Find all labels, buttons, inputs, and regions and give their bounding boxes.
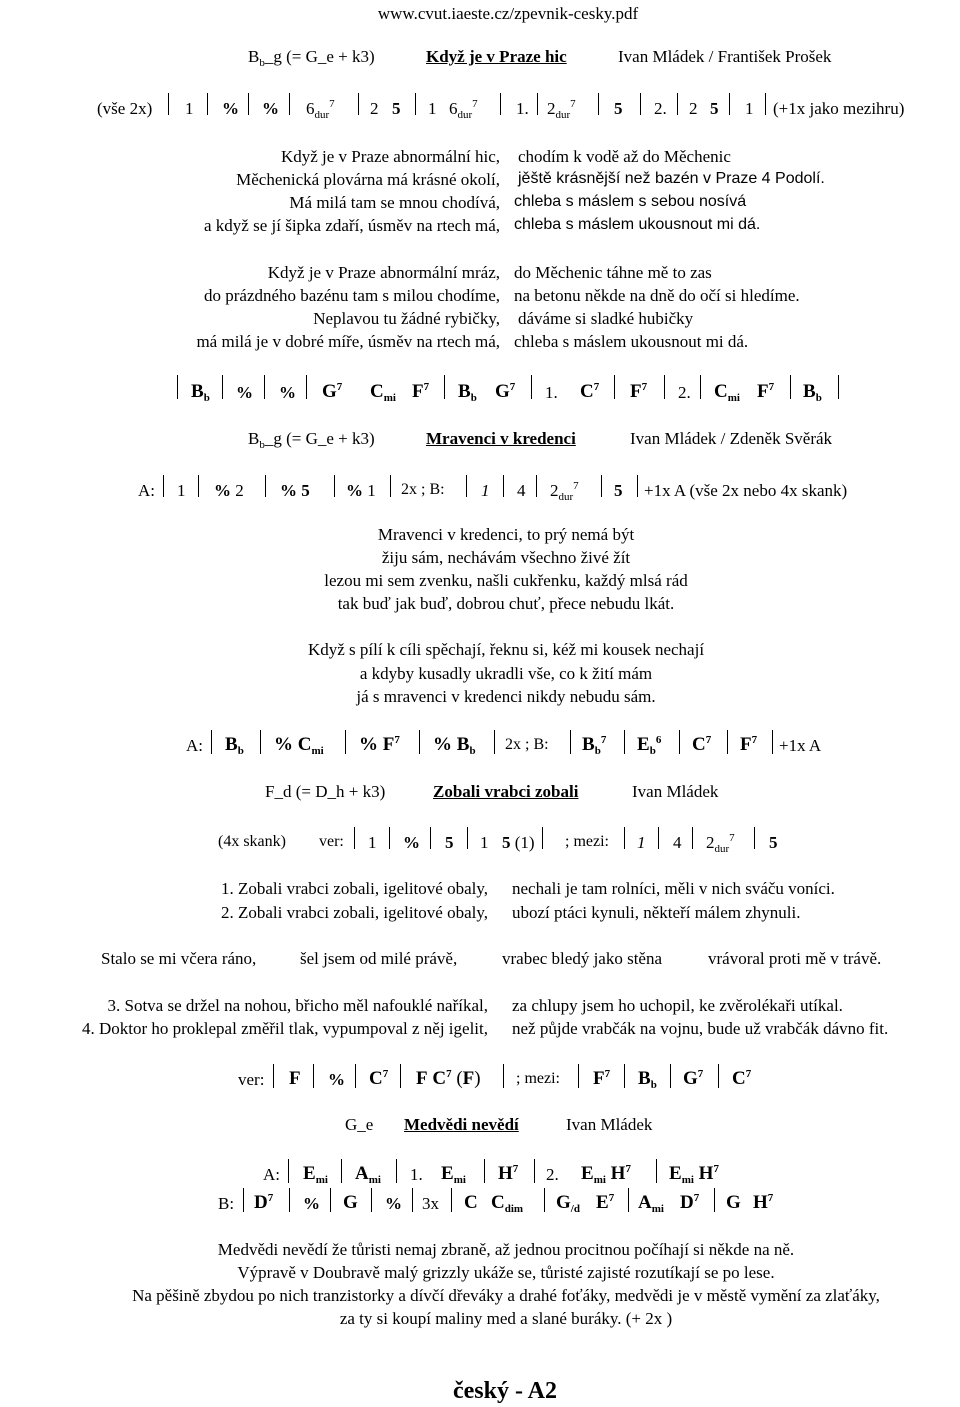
- form-suffix: (+1x jako mezihru): [773, 99, 905, 118]
- song2-key: $B_b\_g$ (= G_e + k3): [248, 429, 375, 451]
- page-footer: český - A2: [453, 1378, 557, 1404]
- song3-title: Zobali vrabci zobali: [433, 782, 579, 801]
- song3-author: Ivan Mládek: [632, 782, 719, 801]
- form-prefix: (vše 2x): [97, 99, 153, 118]
- header-url: www.cvut.iaeste.cz/zpevnik-cesky.pdf: [377, 4, 639, 23]
- song4-title: Medvědi nevědí: [404, 1115, 519, 1134]
- song2-author: Ivan Mládek / Zdeněk Svěrák: [630, 429, 833, 448]
- song4-author: Ivan Mládek: [566, 1115, 653, 1134]
- song1-title: Když je v Praze hic: [426, 47, 567, 66]
- song1-key: $B_b\_g$ (= G_e + k3): [248, 47, 375, 69]
- song3-key: F_d (= D_h + k3): [265, 782, 386, 801]
- song2-title: Mravenci v kredenci: [426, 429, 576, 448]
- song4-key: G_e: [345, 1115, 374, 1134]
- song1-author: Ivan Mládek / František Prošek: [618, 47, 832, 66]
